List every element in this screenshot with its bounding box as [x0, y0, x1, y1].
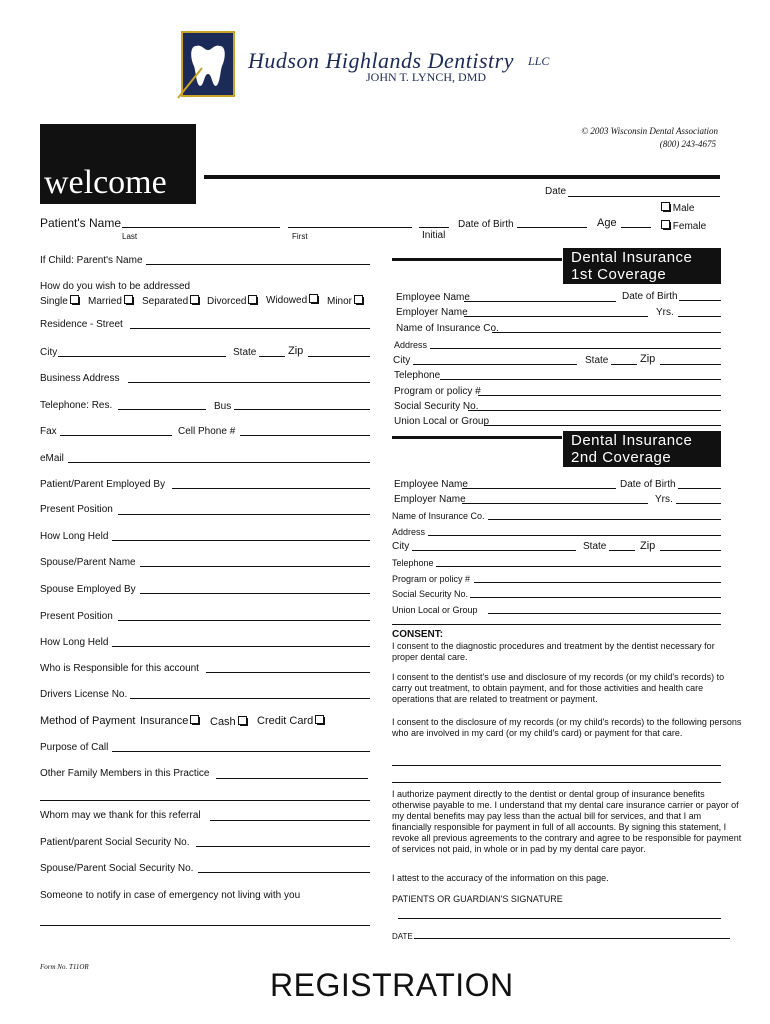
spouse-ssn-field[interactable] [198, 872, 370, 873]
payment-label: Method of Payment [40, 715, 136, 727]
ins2-rule [392, 624, 721, 625]
ins2-telephone-label: Telephone [392, 558, 434, 568]
fax-label: Fax [40, 426, 57, 437]
consent-heading: CONSENT: [392, 629, 444, 640]
divorced-label: Divorced [207, 296, 247, 307]
spouse-employed-label: Spouse Employed By [40, 584, 136, 595]
divorced-option[interactable] [207, 295, 257, 308]
emergency-label: Someone to notify in case of emergency not living with you [40, 890, 301, 901]
male-label: Male [672, 203, 695, 214]
emergency-field[interactable] [40, 925, 370, 926]
referral-field[interactable] [210, 820, 370, 821]
ins2-policy-label: Program or policy # [392, 574, 471, 584]
signature-label: PATIENTS OR GUARDIAN'S SIGNATURE [392, 894, 563, 904]
patient-name-label: Patient's Name [40, 216, 121, 230]
ins2-union-field[interactable] [488, 613, 721, 614]
how-long-label: How Long Held [40, 531, 109, 542]
separated-label: Separated [142, 296, 189, 307]
ins2-state-label: State [583, 541, 607, 552]
ins2-address-label: Address [392, 527, 426, 537]
single-label: Single [40, 296, 68, 307]
drivers-license-field[interactable] [130, 698, 370, 699]
ins1-zip-label: Zip [640, 353, 656, 365]
minor-label: Minor [327, 296, 353, 307]
insurance1-title-line1: Dental Insurance [571, 249, 693, 266]
insurance-label: Insurance [140, 715, 189, 727]
copyright: © 2003 Wisconsin Dental Association [581, 126, 718, 136]
female-option[interactable] [659, 220, 706, 233]
ins2-address-field[interactable] [428, 535, 721, 536]
separated-checkbox[interactable] [190, 295, 199, 304]
ins1-telephone-field[interactable] [440, 379, 721, 380]
spouse-name-label: Spouse/Parent Name [40, 557, 136, 568]
city-label: City [40, 347, 58, 358]
city-field[interactable] [58, 356, 226, 357]
dob-label: Date of Birth [458, 219, 514, 230]
cell-field[interactable] [240, 435, 370, 436]
ins2-city-field[interactable] [412, 550, 576, 551]
ins2-zip-label: Zip [640, 540, 656, 552]
residence-field[interactable] [130, 328, 370, 329]
ins1-insurance-co-field[interactable] [492, 332, 721, 333]
purpose-label: Purpose of Call [40, 742, 109, 753]
parents-name-label: If Child: Parent's Name [40, 255, 143, 266]
ins1-union-field[interactable] [484, 425, 721, 426]
business-address-field[interactable] [128, 382, 370, 383]
initial-label: Initial [422, 230, 446, 241]
doctor-name: JOHN T. LYNCH, DMD [366, 70, 487, 84]
minor-option[interactable] [327, 295, 363, 308]
age-field[interactable] [621, 227, 651, 228]
ins1-union-label: Union Local or Group [394, 416, 490, 427]
consent-persons-field-2[interactable] [392, 782, 721, 783]
family-field[interactable] [216, 778, 368, 779]
ins1-address-label: Address [394, 340, 428, 350]
single-option[interactable] [40, 295, 79, 308]
ins1-ssn-field[interactable] [468, 410, 721, 411]
spouse-name-field[interactable] [140, 566, 370, 567]
widowed-label: Widowed [266, 295, 308, 306]
ins2-dob-label: Date of Birth [620, 479, 676, 490]
how-long-field[interactable] [112, 540, 370, 541]
first-label: First [292, 232, 308, 241]
ins1-telephone-label: Telephone [394, 370, 441, 381]
state-field[interactable] [259, 356, 285, 357]
ins2-yrs-label: Yrs. [655, 494, 673, 505]
employed-by-label: Patient/Parent Employed By [40, 479, 166, 490]
last-label: Last [122, 232, 138, 241]
ins2-employer-name-field[interactable] [462, 503, 648, 504]
registration-title: REGISTRATION [270, 967, 514, 1003]
how-long2-field[interactable] [112, 646, 370, 647]
single-checkbox[interactable] [70, 295, 79, 304]
email-field[interactable] [68, 462, 370, 463]
ins1-ssn-label: Social Security No. [394, 401, 479, 412]
consent-persons-field-1[interactable] [392, 765, 721, 766]
purpose-field[interactable] [112, 751, 370, 752]
ins1-dob-field[interactable] [679, 300, 721, 301]
consent-p4: I authorize payment directly to the dentist or dental group of insurance benefits otherwise payable to me. I understand that my dental care insurance carrier or payor of my dental benefits may pay less than the actual bill for services, and that I am financially responsible for payment in full of all accounts. By signing this statement, I revoke all previous agreements to the contrary and agree to be responsible for payment of services not paid, in whole or in pad by my dental care payor. [392, 789, 742, 854]
family-label: Other Family Members in this Practice [40, 768, 210, 779]
welcome-banner [40, 124, 196, 204]
ssn-field[interactable] [196, 846, 370, 847]
form-number: Form No. T11OR [40, 963, 89, 971]
insurance1-title [563, 248, 721, 284]
ins2-state-field[interactable] [609, 550, 635, 551]
insurance2-title-line2: 2nd Coverage [571, 449, 672, 466]
bus-field[interactable] [234, 409, 370, 410]
logo [176, 28, 576, 108]
divorced-checkbox[interactable] [248, 295, 257, 304]
ins1-insurance-co-label: Name of Insurance Co. [396, 323, 499, 334]
ins2-city-label: City [392, 541, 410, 552]
consent-p3: I consent to the disclosure of my records (or my child's records) to the following persons who are involved in my card (or my child's card) or payment for that care. [392, 717, 742, 738]
ins1-employer-name-label: Employer Name [396, 307, 468, 318]
parents-name-field[interactable] [146, 264, 370, 265]
female-label: Female [672, 221, 707, 232]
tooth-logo-icon [176, 28, 238, 100]
ins1-employee-name-field[interactable] [464, 301, 616, 302]
welcome-text: welcome [44, 164, 167, 201]
female-checkbox[interactable] [661, 220, 670, 229]
ins2-employer-name-label: Employer Name [394, 494, 466, 505]
ins2-insurance-co-field[interactable] [488, 519, 721, 520]
insurance2-title [563, 431, 721, 467]
residence-label: Residence - Street [40, 319, 123, 330]
ins1-state-field[interactable] [611, 364, 637, 365]
zip-field[interactable] [308, 356, 370, 357]
present-position-field[interactable] [118, 514, 370, 515]
cell-label: Cell Phone # [178, 426, 236, 437]
referral-label: Whom may we thank for this referral [40, 810, 201, 821]
date-label: Date [545, 186, 567, 197]
ins1-city-label: City [393, 355, 411, 366]
insurance-option[interactable] [140, 715, 199, 727]
patient-last-name-field[interactable] [122, 227, 280, 228]
ins2-employee-name-label: Employee Name [394, 479, 468, 490]
insurance1-title-bar [392, 258, 562, 261]
zip-label: Zip [288, 345, 304, 357]
spouse-employed-field[interactable] [140, 593, 370, 594]
age-label: Age [597, 217, 617, 229]
widowed-checkbox[interactable] [309, 294, 318, 303]
bus-label: Bus [214, 401, 232, 412]
credit-card-option[interactable] [257, 715, 324, 727]
married-label: Married [88, 296, 122, 307]
ins2-insurance-co-label: Name of Insurance Co. [392, 511, 485, 521]
insurance2-title-bar [392, 436, 562, 439]
how-long2-label: How Long Held [40, 637, 109, 648]
logo-text: Hudson Highlands Dentistry [248, 48, 514, 73]
fax-field[interactable] [60, 435, 172, 436]
credit-card-label: Credit Card [257, 715, 314, 727]
ins2-dob-field[interactable] [678, 488, 721, 489]
email-label: eMail [40, 453, 64, 464]
minor-checkbox[interactable] [354, 295, 363, 304]
business-address-label: Business Address [40, 373, 120, 384]
present-position-label: Present Position [40, 504, 113, 515]
logo-suffix: LLC [528, 54, 550, 68]
present-position2-field[interactable] [118, 620, 370, 621]
signature-field[interactable] [398, 918, 721, 919]
ins1-policy-field[interactable] [478, 395, 721, 396]
separated-option[interactable] [142, 295, 199, 308]
married-checkbox[interactable] [124, 295, 133, 304]
consent-p5: I attest to the accuracy of the information on this page. [392, 873, 609, 883]
insurance2-title-line1: Dental Insurance [571, 432, 693, 449]
state-label: State [233, 347, 257, 358]
married-option[interactable] [88, 295, 133, 308]
ins2-yrs-field[interactable] [676, 503, 721, 504]
ssn-label: Patient/parent Social Security No. [40, 837, 190, 848]
phone: (800) 243-4675 [659, 139, 716, 149]
ins2-zip-field[interactable] [660, 550, 721, 551]
ins2-policy-field[interactable] [474, 582, 721, 583]
consent-p1: I consent to the diagnostic procedures and treatment by the dentist necessary for proper dental care. [392, 641, 715, 662]
ins2-telephone-field[interactable] [436, 566, 721, 567]
address-question: How do you wish to be addressed [40, 281, 191, 292]
consent-p2: I consent to the dentist's use and disclosure of my records (or my child's records) to carry out treatment, to obtain payment, and for those activities and health care operations that are related to treatment or payment. [392, 672, 725, 704]
sig-date-field[interactable] [414, 938, 730, 939]
cash-checkbox[interactable] [238, 716, 247, 725]
date-field[interactable] [568, 196, 720, 197]
header-rule [204, 175, 720, 179]
responsible-field[interactable] [206, 672, 370, 673]
drivers-license-label: Drivers License No. [40, 689, 128, 700]
cash-option[interactable] [210, 716, 247, 728]
ins1-employer-name-field[interactable] [464, 316, 648, 317]
cash-label: Cash [210, 716, 236, 728]
ins1-state-label: State [585, 355, 609, 366]
insurance1-title-line2: 1st Coverage [571, 266, 667, 283]
insurance-checkbox[interactable] [190, 715, 199, 724]
spouse-ssn-label: Spouse/Parent Social Security No. [40, 863, 194, 874]
male-checkbox[interactable] [661, 202, 670, 211]
present-position2-label: Present Position [40, 611, 113, 622]
credit-card-checkbox[interactable] [315, 715, 324, 724]
telephone-label: Telephone: Res. [40, 400, 113, 411]
ins1-policy-label: Program or policy # [394, 386, 481, 397]
ins2-ssn-field[interactable] [470, 597, 721, 598]
ins1-zip-field[interactable] [660, 364, 721, 365]
ins1-yrs-label: Yrs. [656, 307, 674, 318]
widowed-option[interactable] [266, 294, 318, 307]
family-field-2[interactable] [40, 800, 370, 801]
patient-initial-field[interactable] [419, 227, 449, 228]
employed-by-field[interactable] [172, 488, 370, 489]
sig-date-label: DATE [392, 932, 413, 941]
ins1-address-field[interactable] [430, 348, 721, 349]
ins2-employee-name-field[interactable] [462, 488, 616, 489]
ins1-employee-name-label: Employee Name [396, 292, 470, 303]
patient-first-name-field[interactable] [288, 227, 412, 228]
responsible-label: Who is Responsible for this account [40, 663, 199, 674]
male-option[interactable] [659, 202, 694, 215]
ins1-yrs-field[interactable] [678, 316, 721, 317]
ins2-union-label: Union Local or Group [392, 605, 478, 615]
ins2-ssn-label: Social Security No. [392, 589, 469, 599]
ins1-dob-label: Date of Birth [622, 291, 678, 302]
dob-field[interactable] [517, 227, 587, 228]
telephone-field[interactable] [118, 409, 206, 410]
ins1-city-field[interactable] [413, 364, 577, 365]
